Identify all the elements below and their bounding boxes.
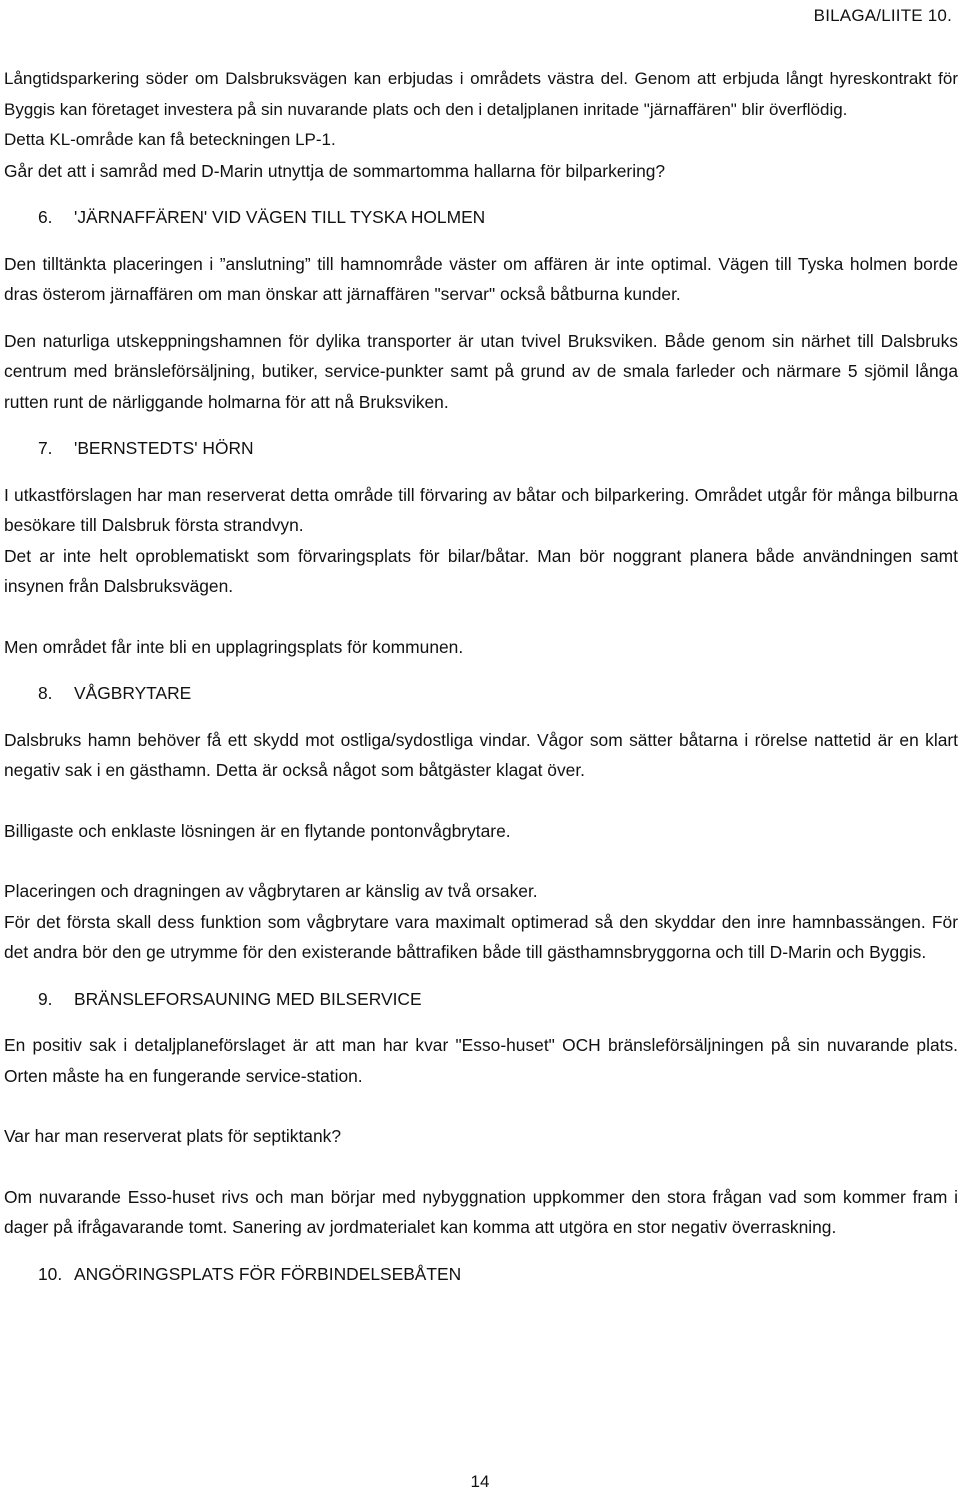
section-number: 7. bbox=[38, 438, 53, 458]
section-7-heading bbox=[4, 433, 958, 464]
section-title: 'BERNSTEDTS' HÖRN bbox=[74, 438, 254, 458]
page-number: 14 bbox=[470, 1472, 490, 1491]
section-title: VÅGBRYTARE bbox=[74, 683, 192, 703]
section-9-paragraph-3: Om nuvarande Esso-huset rivs och man börjar med nybyggnation uppkommer den stora frågan vad som kommer fram i dager på ifrågavarande tomt. Sanering av jordmaterialet kan komma att utgöra en stor negativ överraskning. bbox=[4, 1186, 958, 1237]
section-9-paragraph-1: En positiv sak i detaljplaneförslaget är att man har kvar "Esso-huset" OCH bränsleförsäljningen på sin nuvarande plats. Orten måste ha en fungerande service-station. bbox=[4, 1035, 958, 1086]
section-6-paragraph-1: Den tilltänkta placeringen i ”anslutning” till hamnområde väster om affären är inte optimal. Vägen till Tyska holmen borde dras österom järnaffären om man önskar att järnaffären "servar" också båtburna kunder. bbox=[4, 253, 958, 304]
section-number: 8. bbox=[38, 683, 53, 703]
page-header: BILAGA/LIITE 10. bbox=[813, 6, 952, 25]
intro-designation: Detta KL-område kan få beteckningen LP-1. bbox=[4, 130, 336, 149]
document-body bbox=[4, 64, 958, 1289]
section-8-paragraph-3: Placeringen och dragningen av vågbrytaren ar känslig av två orsaker. bbox=[4, 881, 538, 901]
section-number: 10. bbox=[38, 1263, 63, 1284]
section-8-paragraph-4: För det första skall dess funktion som vågbrytare vara maximalt optimerad så den skyddar den inre hamnbassängen. För det andra bör den ge utrymme för den existerande båttrafiken både till gästhamnsbryggorna och till D-Marin och Byggis. bbox=[4, 911, 958, 962]
section-10-heading bbox=[4, 1259, 958, 1290]
section-8-paragraph-2: Billigaste och enklaste lösningen är en flytande pontonvågbrytare. bbox=[4, 820, 511, 841]
section-title: 'JÄRNAFFÄREN' VID VÄGEN TILL TYSKA HOLMEN bbox=[74, 207, 486, 227]
section-number: 6. bbox=[38, 207, 53, 227]
section-7-paragraph-1: I utkastförslagen har man reserverat detta område till förvaring av båtar och bilparkering. Området utgår för många bilburna besökare till Dalsbruk första strandvyn. bbox=[4, 484, 958, 535]
section-6-paragraph-2: Den naturliga utskeppningshamnen för dylika transporter är utan tvivel Bruksviken. Både genom sin närhet till Dalsbruks centrum med bränsleförsäljning, butiker, service-punkter samt på grund av de smala farleder och närmare 5 sjömil långa rutten runt de närliggande holmarna för att nå Bruksviken. bbox=[4, 330, 958, 412]
section-6-heading bbox=[4, 202, 958, 233]
section-title: BRÄNSLEFORSAUNING MED BILSERVICE bbox=[74, 988, 422, 1009]
section-7-paragraph-3: Men området får inte bli en upplagringsplats för kommunen. bbox=[4, 636, 464, 657]
intro-question: Går det att i samråd med D-Marin utnyttja de sommartomma hallarna för bilparkering? bbox=[4, 160, 666, 181]
section-title: ANGÖRINGSPLATS FÖR FÖRBINDELSEBÅTEN bbox=[74, 1263, 462, 1284]
section-9-heading bbox=[4, 984, 958, 1015]
section-7-paragraph-2: Det ar inte helt oproblematiskt som förvaringsplats för bilar/båtar. Man bör noggrant planera både användningen samt insynen från Dalsbruksvägen. bbox=[4, 545, 958, 596]
intro-paragraph: Långtidsparkering söder om Dalsbruksvägen kan erbjudas i områdets västra del. Genom att erbjuda långt hyreskontrakt för Byggis kan företaget investera på sin nuvarande plats och den i detaljplanen inritade "järnaffären" blir överflödig. bbox=[4, 69, 958, 119]
section-9-paragraph-2: Var har man reserverat plats för septiktank? bbox=[4, 1126, 342, 1146]
section-8-paragraph-1: Dalsbruks hamn behöver få ett skydd mot ostliga/sydostliga vindar. Vågor som sätter båtarna i rörelse nattetid är en klart negativ sak i en gästhamn. Detta är också något som båtgäster klagat över. bbox=[4, 729, 958, 780]
section-8-heading bbox=[4, 678, 958, 709]
section-number: 9. bbox=[38, 988, 53, 1009]
